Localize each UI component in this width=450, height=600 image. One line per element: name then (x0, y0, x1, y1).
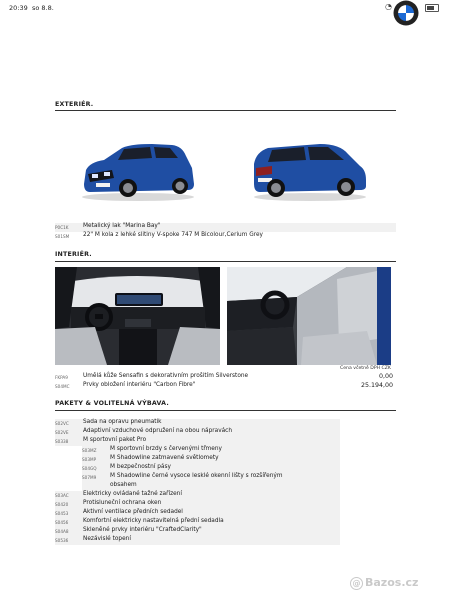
package-sub-row (82, 482, 340, 491)
option-code: S03MZ (82, 448, 97, 453)
option-label: Sada na opravu pneumatik (83, 419, 162, 425)
packages-divider (55, 410, 396, 411)
package-row (55, 509, 340, 518)
option-code: S07M9 (82, 475, 97, 480)
option-label: M bezpečnostní pásy (110, 464, 171, 470)
option-label: Elektricky ovládané tažné zařízení (83, 491, 182, 497)
option-label: Aktivní ventilace předních sedadel (83, 509, 183, 515)
option-code: S0456 (55, 520, 69, 525)
exterior-option-row (55, 232, 396, 241)
option-code: S02VE (55, 430, 69, 435)
option-code: S0338 (55, 439, 69, 444)
interior-divider (55, 261, 396, 262)
package-row (55, 527, 340, 536)
status-time: 20:39 (9, 4, 28, 12)
option-label: Metalický lak "Marina Bay" (83, 223, 161, 229)
interior-option-row (55, 373, 396, 382)
status-date: so 8.8. (32, 4, 54, 12)
interior-title: INTERIÉR. (55, 251, 92, 258)
option-price: 25.194,00 (360, 382, 393, 389)
option-label: Adaptivní vzduchové odpružení na obou nápravách (83, 428, 233, 434)
option-code: P0C1K (55, 225, 69, 230)
option-label: Prvky obložení interiéru "Carbon Fibre" (83, 382, 196, 388)
interior-dashboard-image (55, 267, 220, 365)
exterior-option-row (55, 223, 396, 232)
option-code: S01SM (55, 234, 70, 239)
package-row (55, 437, 340, 446)
wifi-icon: ◔ (385, 2, 392, 11)
watermark-text: Bazos.cz (365, 576, 419, 589)
package-row (55, 536, 340, 545)
option-label: Nezávislé topení (83, 536, 131, 542)
package-row (55, 491, 340, 500)
option-code: S03AC (55, 493, 69, 498)
option-label: Umělá kůže Sensafin s dekorativním prošitím Silverstone (83, 373, 249, 379)
package-sub-row (82, 473, 340, 482)
package-sub-row (82, 455, 340, 464)
interior-option-row (55, 382, 396, 391)
option-label: M sportovní paket Pro (83, 437, 147, 443)
battery-icon (425, 4, 439, 12)
option-label: 22" M kola z lehké slitiny V-spoke 747 M Bicolour,Cerium Grey (83, 232, 263, 238)
car-rear-view-image (250, 140, 370, 202)
price-note: Cena včetně DPH CZK (340, 366, 391, 371)
option-code: S0536 (55, 538, 69, 543)
option-label: Skleněné prvky interiéru "CraftedClarity" (83, 527, 202, 533)
status-bar (0, 0, 450, 16)
option-label: M Shadowline černé vysoce lesklé okenní lišty s rozšířeným (110, 473, 283, 479)
option-label: Komfortní elektricky nastavitelná přední sedadla (83, 518, 224, 524)
option-code: S04GQ (82, 466, 97, 471)
option-code: S04A8 (55, 529, 69, 534)
option-code: FKPA9 (55, 375, 68, 380)
package-row (55, 419, 340, 428)
interior-seats-image (227, 267, 391, 365)
car-front-view-image (78, 140, 198, 202)
option-code: S02VC (55, 421, 69, 426)
option-code: S0453 (55, 511, 69, 516)
option-label: obsahem (110, 482, 137, 488)
option-label: M sportovní brzdy s červenými třmeny (110, 446, 222, 452)
at-icon: @ (350, 577, 363, 590)
package-sub-row (82, 446, 340, 455)
packages-title: PAKETY & VOLITELNÁ VÝBAVA. (55, 400, 169, 407)
exterior-title: EXTERIÉR. (55, 101, 94, 108)
package-row (55, 518, 340, 527)
option-code: S03MP (82, 457, 97, 462)
bmw-logo (393, 0, 419, 26)
option-code: S04MC (55, 384, 70, 389)
option-code: S0420 (55, 502, 69, 507)
package-row (55, 428, 340, 437)
option-price: 0,00 (378, 373, 393, 380)
exterior-divider (55, 110, 396, 111)
bazos-watermark (350, 576, 418, 590)
option-label: Protisluneční ochrana oken (83, 500, 162, 506)
option-label: M Shadowline zatmavené světlomety (110, 455, 219, 461)
package-sub-row (82, 464, 340, 473)
package-row (55, 500, 340, 509)
